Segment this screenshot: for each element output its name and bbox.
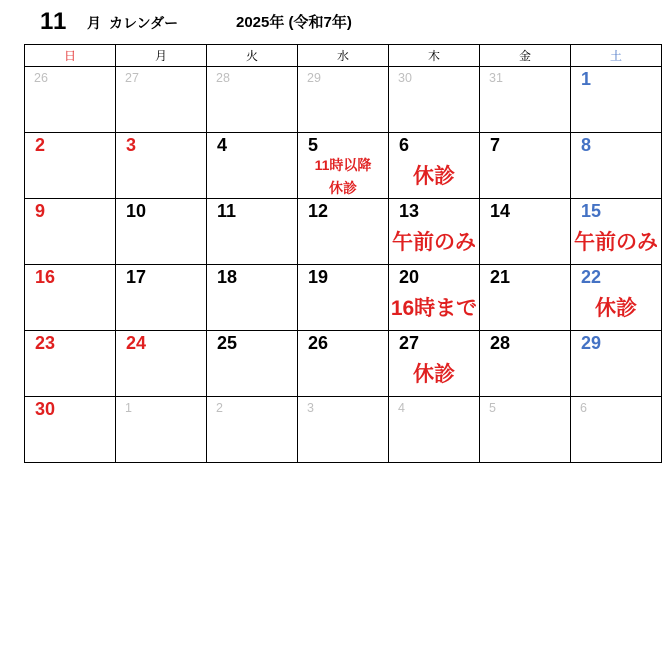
day-cell	[480, 133, 571, 199]
day-number: 22	[581, 267, 602, 287]
weekday-tuesday: 火	[207, 45, 298, 67]
weekday-header-row	[25, 45, 662, 67]
calendar-year: 2025年 (令和7年)	[236, 14, 352, 31]
day-number: 18	[217, 267, 238, 287]
day-number: 1	[125, 401, 132, 415]
day-number: 26	[308, 333, 329, 353]
day-cell	[480, 331, 571, 397]
day-cell	[298, 67, 389, 133]
week-row	[25, 331, 662, 397]
day-cell	[389, 265, 480, 331]
day-number: 26	[34, 71, 48, 85]
day-cell	[571, 265, 662, 331]
day-note: 16時まで	[390, 297, 478, 320]
day-cell	[116, 199, 207, 265]
day-cell	[298, 133, 389, 199]
day-number: 19	[308, 267, 329, 287]
day-number: 10	[126, 201, 147, 221]
day-note: 11時以降	[314, 157, 372, 173]
day-cell	[298, 331, 389, 397]
day-cell	[480, 265, 571, 331]
day-cell	[25, 397, 116, 463]
day-cell	[480, 199, 571, 265]
day-cell	[116, 397, 207, 463]
day-cell	[25, 67, 116, 133]
day-cell	[116, 133, 207, 199]
weekday-thursday: 木	[389, 45, 480, 67]
day-number: 14	[490, 201, 511, 221]
day-number: 23	[35, 333, 56, 353]
day-number: 20	[399, 267, 420, 287]
day-cell	[207, 331, 298, 397]
week-row	[25, 133, 662, 199]
weekday-monday: 月	[116, 45, 207, 67]
day-cell	[207, 265, 298, 331]
day-cell	[116, 331, 207, 397]
day-cell	[571, 331, 662, 397]
day-cell	[571, 67, 662, 133]
day-note: 休診	[595, 297, 637, 320]
day-number: 4	[217, 135, 228, 155]
day-cell	[389, 199, 480, 265]
day-number: 24	[126, 333, 147, 353]
day-cell	[207, 397, 298, 463]
day-cell	[389, 331, 480, 397]
day-cell	[298, 397, 389, 463]
day-cell	[389, 67, 480, 133]
day-number: 16	[35, 267, 56, 287]
day-cell	[480, 397, 571, 463]
day-cell	[207, 67, 298, 133]
day-number: 27	[399, 333, 420, 353]
day-number: 29	[307, 71, 321, 85]
calendar-month-number: 11	[40, 8, 68, 35]
day-number: 25	[217, 333, 238, 353]
day-number: 13	[399, 201, 420, 221]
day-number: 29	[581, 333, 602, 353]
day-cell	[571, 199, 662, 265]
day-cell	[389, 397, 480, 463]
week-row	[25, 397, 662, 463]
day-note: 休診	[329, 180, 357, 196]
calendar-month-suffix: 月	[87, 15, 101, 31]
day-number: 3	[126, 135, 137, 155]
day-number: 8	[581, 135, 592, 155]
day-note: 午前のみ	[574, 231, 658, 254]
weekday-friday: 金	[480, 45, 571, 67]
day-number: 17	[126, 267, 147, 287]
weekday-wednesday: 水	[298, 45, 389, 67]
day-number: 12	[308, 201, 329, 221]
day-cell	[116, 265, 207, 331]
day-note: 午前のみ	[392, 231, 476, 254]
day-number: 9	[35, 201, 46, 221]
day-number: 6	[399, 135, 410, 155]
day-number: 7	[490, 135, 501, 155]
day-note: 休診	[413, 363, 455, 386]
day-cell	[571, 397, 662, 463]
day-cell	[571, 133, 662, 199]
day-number: 27	[125, 71, 139, 85]
calendar-grid	[24, 44, 662, 463]
day-number: 5	[489, 401, 496, 415]
day-cell	[207, 133, 298, 199]
day-note: 休診	[413, 165, 455, 188]
day-number: 30	[35, 399, 56, 419]
day-number: 28	[216, 71, 230, 85]
day-number: 3	[307, 401, 314, 415]
week-row	[25, 67, 662, 133]
day-number: 31	[489, 71, 503, 85]
day-cell	[298, 199, 389, 265]
day-number: 28	[490, 333, 511, 353]
day-cell	[480, 67, 571, 133]
week-row	[25, 199, 662, 265]
day-number: 15	[581, 201, 602, 221]
day-number: 6	[580, 401, 587, 415]
day-cell	[389, 133, 480, 199]
day-number: 2	[35, 135, 46, 155]
day-number: 11	[217, 201, 237, 221]
day-cell	[298, 265, 389, 331]
week-row	[25, 265, 662, 331]
day-number: 5	[308, 135, 319, 155]
day-number: 4	[398, 401, 405, 415]
calendar-title-label: カレンダー	[109, 15, 179, 31]
day-number: 2	[216, 401, 223, 415]
weekday-saturday: 土	[571, 45, 662, 67]
day-cell	[25, 199, 116, 265]
day-number: 1	[581, 69, 592, 89]
day-cell	[207, 199, 298, 265]
day-cell	[25, 265, 116, 331]
day-number: 21	[490, 267, 511, 287]
day-cell	[25, 331, 116, 397]
day-cell	[25, 133, 116, 199]
day-cell	[116, 67, 207, 133]
weekday-sunday: 日	[25, 45, 116, 67]
day-number: 30	[398, 71, 412, 85]
